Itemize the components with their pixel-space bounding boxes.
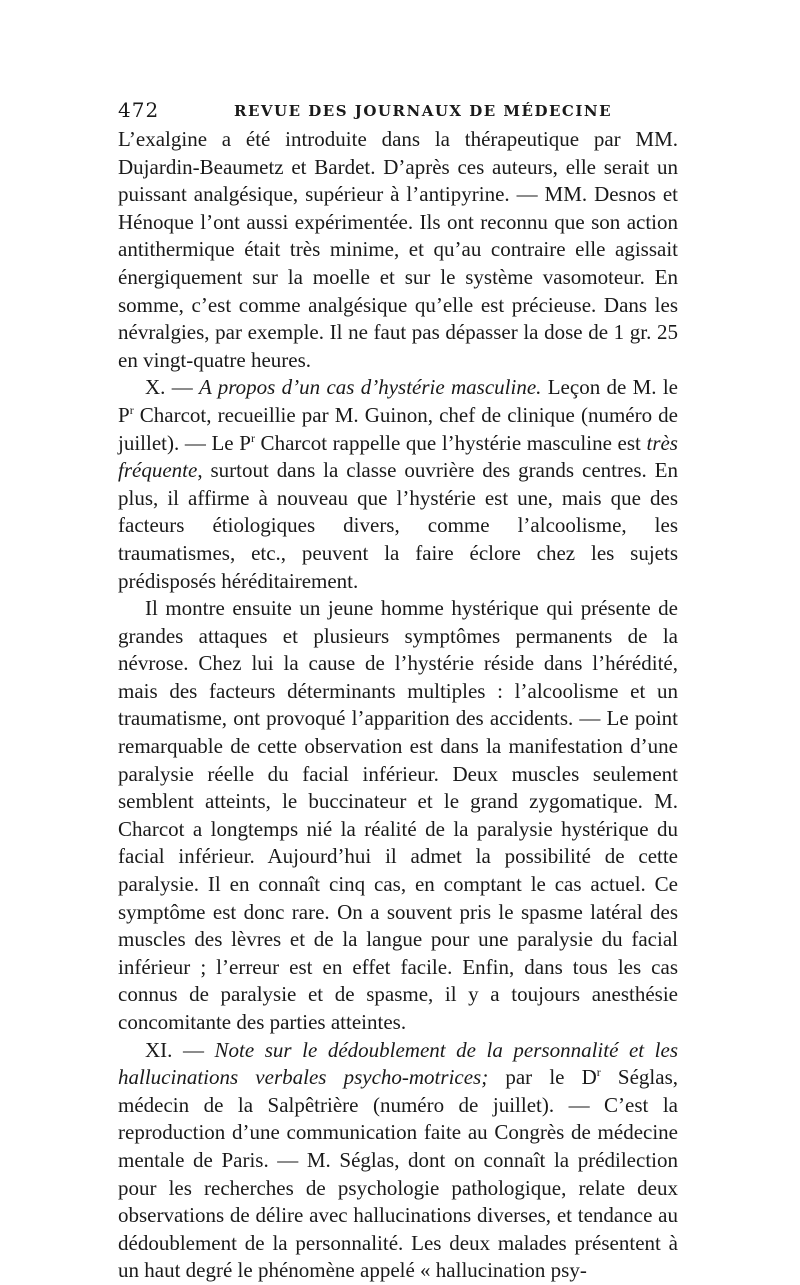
text-run: Charcot, recueillie par M. Guinon, chef de clinique (numéro de juillet). — Le P (118, 402, 678, 455)
emphasis: très fréquente (118, 430, 678, 483)
text-run: Séglas, médecin de la Salpêtrière (numéro de juillet). — C’est la reproduction d’une communication faite au Congrès de médecine mentale de Paris. — M. Séglas, dont on connaît la prédilection pour les recherches de psychologie pathologique, relate deux observations de délire avec hallucinations diverses, et tendance au dédoublement de la personnalité. Les deux malades présentent à un haut degré le phénomène appelé « hallucination psy- (118, 1065, 678, 1283)
text-run: Leçon de M. le P (118, 375, 678, 427)
paragraph-charcot-case: Il montre ensuite un jeune homme hystérique qui présente de grandes attaques et plusieurs symptômes permanents de la névrose. Chez lui la cause de l’hystérie réside dans l’hérédité, mais des facteurs déterminants multiples : l’alcoolisme et un traumatisme, ont provoqué l’apparition des accidents. — Le point remarquable de cette observation est dans la manifestation d’une paralysie réelle du facial inférieur. Deux muscles seulement semblent atteints, le buccinateur et le grand zygomatique. M. Charcot a longtemps nié la réalité de la paralysie hystérique du facial inférieur. Aujourd’hui il admet la possibilité de cette paralysie. Il en connaît cinq cas, en comptant le cas actuel. Ce symptôme est donc rare. On a souvent pris le spasme latéral des muscles des lèvres et de la langue pour une paralysie du facial inférieur ; l’erreur est en effet facile. Enfin, dans tous les cas connus de paralysie et de spasme, il y a toujours anesthésie concomitante des parties atteintes. (118, 596, 678, 1034)
paragraph-section-x (118, 374, 678, 595)
article-title: Note sur le dédoublement de la personnalité et les hallucinations verbales psycho-motrices; (118, 1037, 678, 1090)
text-run: , surtout dans la classe ouvrière des grands centres. En plus, il affirme à nouveau que l’hystérie est une, mais que des facteurs étiologiques divers, comme l’alcoolisme, les traumatismes, etc., peuvent la faire éclore chez les sujets prédisposés héréditairement. (118, 458, 678, 593)
text-run: par le D (488, 1065, 597, 1090)
page-header (118, 98, 678, 124)
superscript: r (250, 430, 255, 445)
page-body (118, 126, 678, 1285)
section-number: X. — (145, 375, 200, 400)
superscript: r (596, 1065, 601, 1080)
page-number: 472 (118, 98, 160, 122)
text-run: Charcot rappelle que l’hystérie masculine est (254, 430, 647, 455)
section-number: XI. — (145, 1037, 215, 1062)
superscript: r (129, 402, 134, 417)
article-title: A propos d’un cas d’hystérie masculine. (199, 375, 542, 400)
paragraph-exalgine: L’exalgine a été introduite dans la thérapeutique par MM. Dujardin-Beaumetz et Bardet. D’après ces auteurs, elle serait un puissant analgésique, supérieur à l’antipyrine. — MM. Desnos et Hénoque l’ont aussi expérimentée. Ils ont reconnu que son action antithermique était très minime, et qu’au contraire elle agissait énergiquement sur la moelle et sur le système vasomoteur. En somme, c’est comme analgésique qu’elle est précieuse. Dans les névralgies, par exemple. Il ne faut pas dépasser la dose de 1 gr. 25 en vingt-quatre heures. (118, 127, 678, 372)
running-head: REVUE DES JOURNAUX DE MÉDECINE (234, 102, 613, 120)
paragraph-section-xi (118, 1037, 678, 1285)
